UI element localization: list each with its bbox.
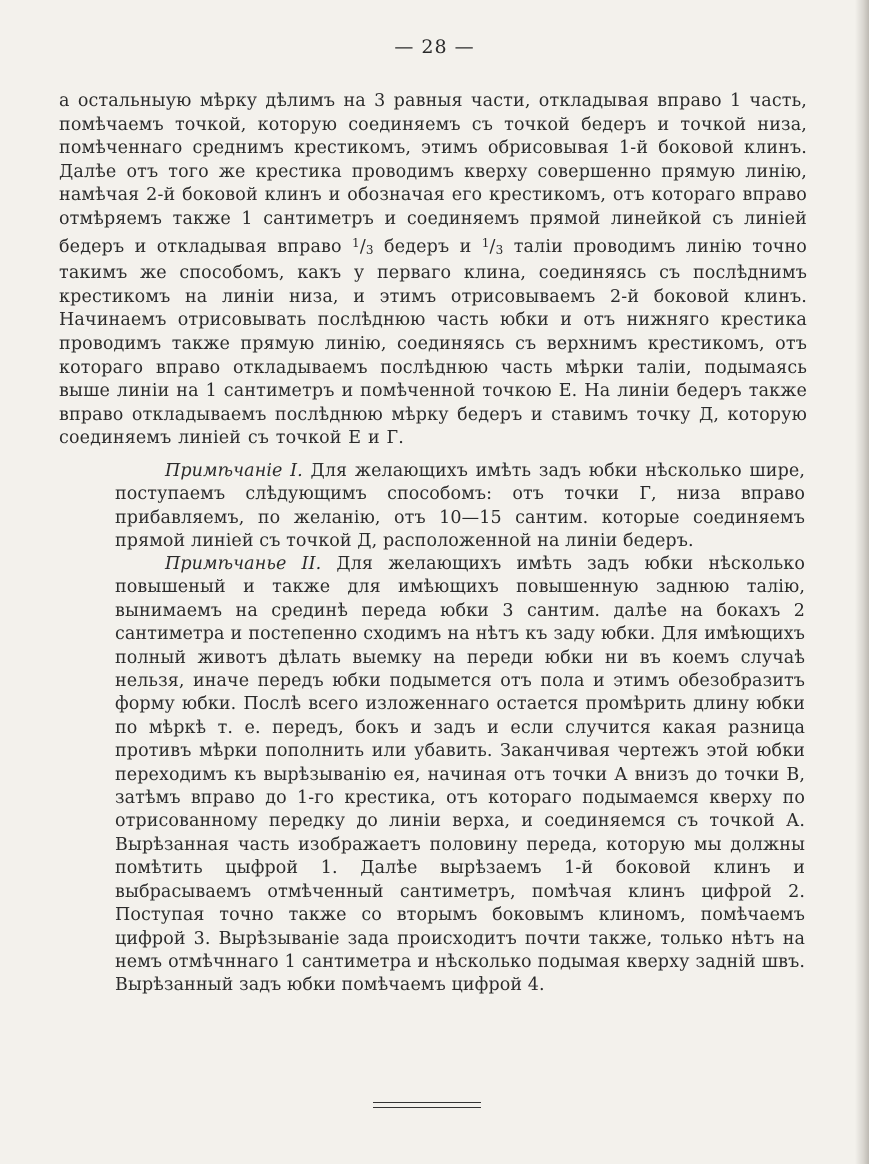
main-paragraph-part1: а остальныую мѣрку дѣлимъ на 3 равныя части, откладывая вправо 1 часть, помѣчаемъ точкой, которую соединяемъ съ точкой бедеръ и точкой низа, помѣченнаго среднимъ крестикомъ, этимъ обрисовывая 1-й боковой клинъ. Далѣе отъ того же крестика проводимъ кверху совершенно прямую линію, намѣчая 2-й боковой клинъ и обозначая его крестикомъ, отъ котораго вправо отмѣряемъ также 1 сантиметръ и соединяемъ прямой линейкой съ линіей бедеръ и откладывая вправо xyxy=(59,91,807,257)
page-number: — 28 — xyxy=(394,36,475,58)
fraction-1-numerator: 1 xyxy=(352,235,360,250)
end-rule-top xyxy=(373,1102,481,1103)
end-rule-bottom xyxy=(373,1107,481,1108)
main-paragraph-part2: бедеръ и xyxy=(373,236,482,257)
note-2-label: Примѣчанье II. xyxy=(165,554,322,574)
note-2 xyxy=(115,553,805,998)
note-1-label: Примѣчаніе I. xyxy=(165,461,303,481)
note-1 xyxy=(115,460,805,554)
main-paragraph: а остальныую мѣрку дѣлимъ на 3 равныя части, откладывая вправо 1 часть, помѣчаемъ точкой, которую соединяемъ съ точкой бедеръ и точкой низа, помѣченнаго среднимъ крестикомъ, этимъ обрисовывая 1-й боковой клинъ. Далѣе отъ того же крестика проводимъ кверху совершенно прямую линію, намѣчая 2-й боковой клинъ и обозначая его крестикомъ, отъ котораго вправо отмѣряемъ также 1 сантиметръ и соединяемъ прямой линейкой съ линіей бедеръ и откладывая вправо $^1$/3 бедеръ и $^1$/3 таліи проводимъ линію точно такимъ же способомъ, какъ у перваго клина, соединяясь съ послѣднимъ крестикомъ на линіи низа, и этимъ отрисовываемъ 2-й боковой клинъ. Начинаемъ отрисовывать послѣднюю часть юбки и отъ нижняго крестика проводимъ также прямую линію, соединяясь съ верхнимъ крестикомъ, отъ котораго вправо откладываемъ послѣднюю часть мѣрки таліи, подымаясь выше линіи на 1 сантиметръ и помѣченной точкою Е. На линіи бедеръ также вправо откладываемъ послѣднюю мѣрку бедеръ и ставимъ точку Д, которую соединяемъ линіей съ точкой Е и Г. xyxy=(59,91,807,449)
fraction-1-denominator: 3 xyxy=(365,242,374,257)
note-2-text: Для желающихъ имѣть задъ юбки нѣсколько повышеный и также для имѣющихъ повышенную заднюю талію, вынимаемъ на срединѣ переда юбки 3 сантим. далѣе на бокахъ 2 сантиметра и постепенно сходимъ на нѣтъ къ заду юбки. Для имѣющихъ полный животъ дѣлать выемку на переди юбки ни въ коемъ случаѣ нельзя, иначе передъ юбки подымется отъ пола и этимъ обезобразитъ форму юбки. Послѣ всего изложеннаго остается промѣрить длину юбки по мѣркѣ т. е. передъ, бокъ и задъ и если случится какая разница противъ мѣрки пополнить или убавить. Заканчивая чертежъ этой юбки переходимъ къ вырѣзыванію ея, начиная отъ точки А внизъ до точки В, затѣмъ вправо до 1-го крестика, отъ котораго подымаемся кверху по отрисованному передку до линіи верха, и соединяемся съ точкой А. Вырѣзанная часть изображаетъ половину переда, которую мы должны помѣтить цыфрой 1. Далѣе вырѣзаемъ 1-й боковой клинъ и выбрасываемъ отмѣченный сантиметръ, помѣчая клинъ цифрой 2. Поступая точно также со вторымъ боковымъ клиномъ, помѣчаемъ цифрой 3. Вырѣзываніе зада происходитъ почти также, только нѣтъ на немъ отмѣчннаго 1 сантиметра и нѣсколько подымая кверху задній швъ. Вырѣзанный задъ юбки помѣчаемъ цифрой 4. xyxy=(115,554,805,996)
fraction-2-numerator: 1 xyxy=(481,235,490,250)
note-1-text: Для желающихъ имѣть задъ юбки нѣсколько шире, поступаемъ слѣдующимъ способомъ: отъ точки Г, низа вправо прибавляемъ, по желанію, отъ 10—15 сантим. которые соединяемъ прямой линіей съ точкой Д, расположенной на линіи бедеръ. xyxy=(115,461,805,552)
main-paragraph-part3: таліи проводимъ линію точно такимъ же способомъ, какъ у перваго клина, соединяясь съ послѣднимъ крестикомъ на линіи низа, и этимъ отрисовываемъ 2-й боковой клинъ. Начинаемъ отрисовывать послѣднюю часть юбки и отъ нижняго крестика проводимъ также прямую линію, соединяясь съ верхнимъ крестикомъ, отъ котораго вправо откладываемъ послѣднюю часть мѣрки таліи, подымаясь выше линіи на 1 сантиметръ и помѣченной точкою Е. На линіи бедеръ также вправо откладываемъ послѣднюю мѣрку бедеръ и ставимъ точку Д, которую соединяемъ линіей съ точкой Е и Г. xyxy=(59,236,807,449)
fraction-2-denominator: 3 xyxy=(495,242,504,257)
page-edge-shadow xyxy=(855,0,869,1164)
